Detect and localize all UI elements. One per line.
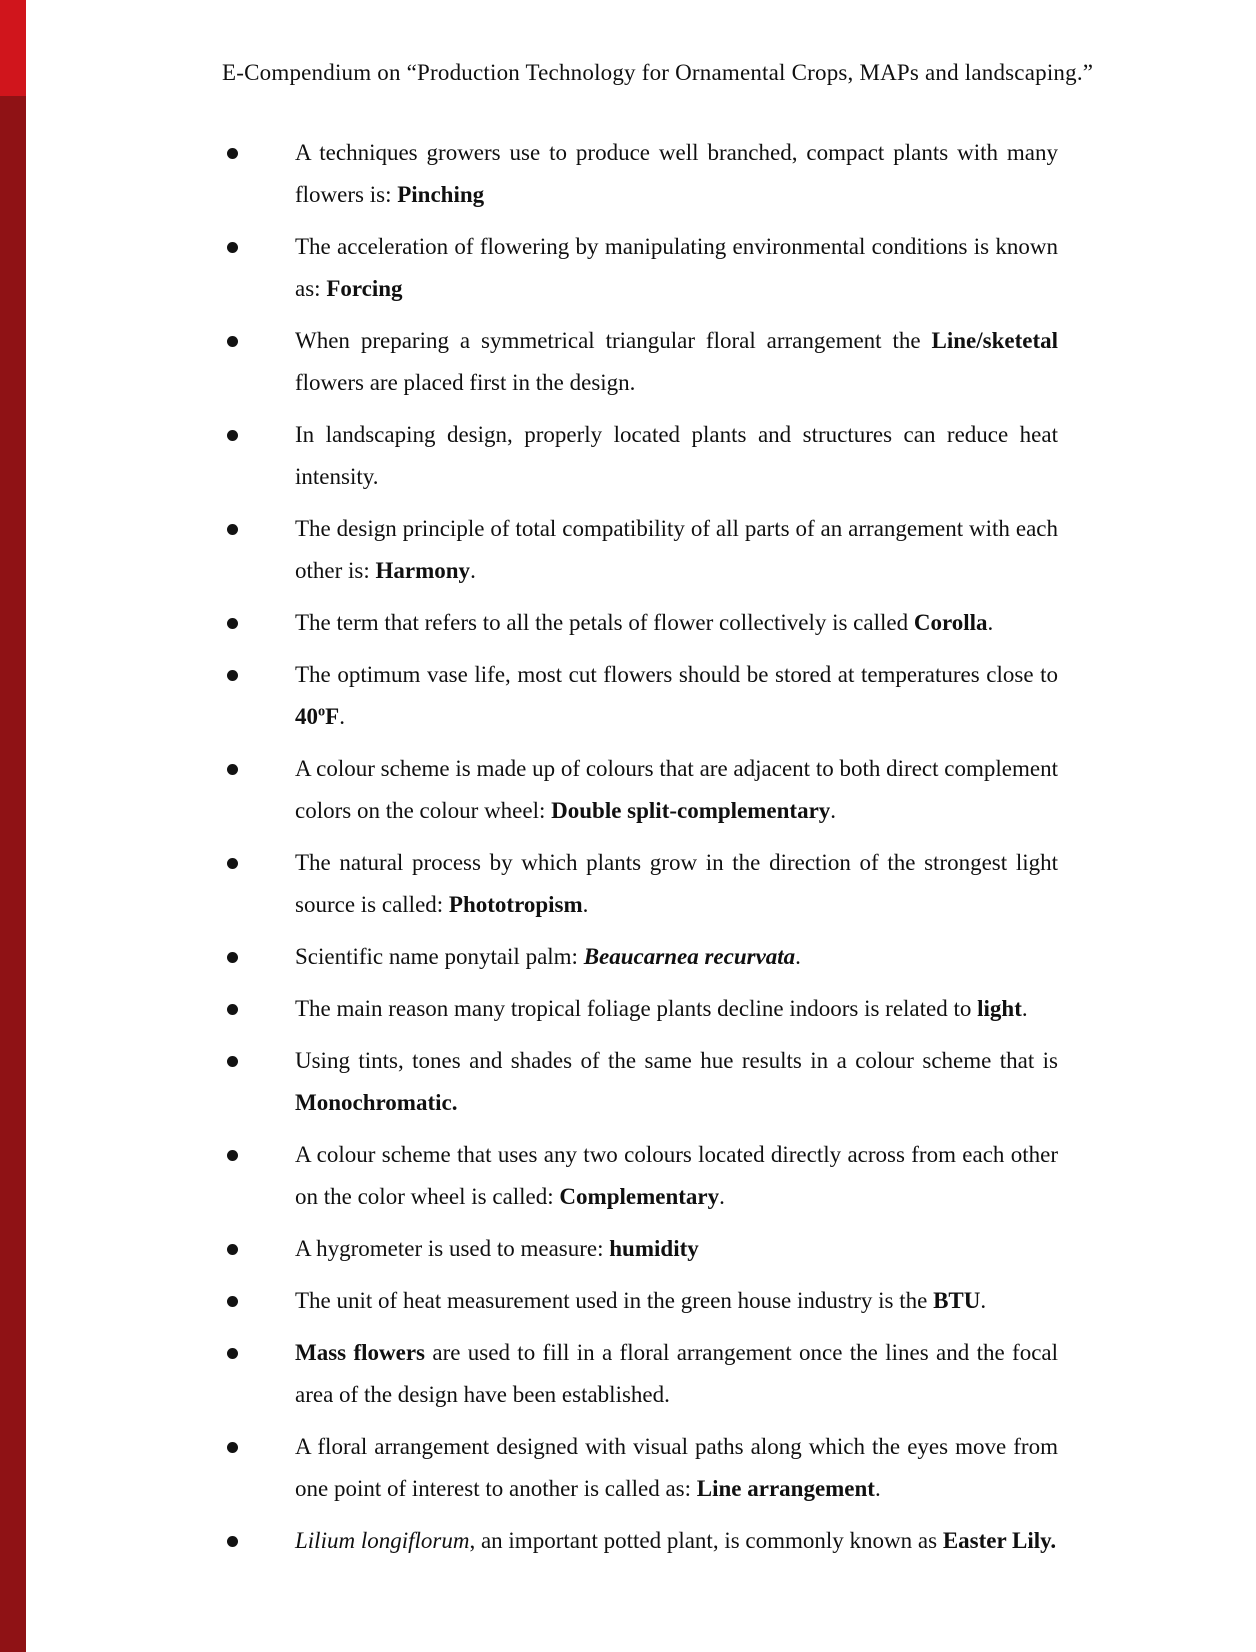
list-item xyxy=(295,1280,1058,1322)
item-text: Mass flowers are used to fill in a floral arrangement once the lines and the focal area of the design have been established. xyxy=(295,1340,1058,1407)
item-text: The main reason many tropical foliage plants decline indoors is related to light. xyxy=(295,996,1028,1021)
bullet-icon xyxy=(227,1056,238,1067)
item-text: In landscaping design, properly located plants and structures can reduce heat intensity. xyxy=(295,422,1058,489)
left-edge-red-strip xyxy=(0,0,26,1652)
list-item xyxy=(295,1426,1058,1510)
item-text: Scientific name ponytail palm: Beaucarnea recurvata. xyxy=(295,944,801,969)
item-text: A colour scheme is made up of colours that are adjacent to both direct complement colors on the colour wheel: Double split-complementary. xyxy=(295,756,1058,823)
bullet-icon xyxy=(227,1004,238,1015)
bullet-icon xyxy=(227,1442,238,1453)
list-item xyxy=(295,936,1058,978)
bullet-icon xyxy=(227,1150,238,1161)
bullet-icon xyxy=(227,242,238,253)
bullet-icon xyxy=(227,1244,238,1255)
item-text: The acceleration of flowering by manipulating environmental conditions is known as: Forcing xyxy=(295,234,1058,301)
item-text: The unit of heat measurement used in the green house industry is the BTU. xyxy=(295,1288,987,1313)
item-text: A colour scheme that uses any two colours located directly across from each other on the color wheel is called: Complementary. xyxy=(295,1142,1058,1209)
list-item xyxy=(295,320,1058,404)
list-item xyxy=(295,508,1058,592)
item-text: When preparing a symmetrical triangular floral arrangement the Line/sketetal flowers are placed first in the design. xyxy=(295,328,1058,395)
list-item xyxy=(295,414,1058,498)
list-item xyxy=(295,1040,1058,1124)
item-text: The term that refers to all the petals of flower collectively is called Corolla. xyxy=(295,610,994,635)
list-item xyxy=(295,842,1058,926)
bullet-icon xyxy=(227,618,238,629)
item-text: Using tints, tones and shades of the same hue results in a colour scheme that is Monochromatic. xyxy=(295,1048,1058,1115)
bullet-icon xyxy=(227,148,238,159)
item-text: The optimum vase life, most cut flowers should be stored at temperatures close to 40$^o$F. xyxy=(295,662,1058,729)
list-item xyxy=(295,1520,1058,1562)
page-header-title: E-Compendium on “Production Technology for Ornamental Crops, MAPs and landscaping.” xyxy=(222,60,1094,85)
item-text: A hygrometer is used to measure: humidity xyxy=(295,1236,699,1261)
list-item xyxy=(295,1332,1058,1416)
bullet-icon xyxy=(227,670,238,681)
list-item xyxy=(295,1134,1058,1218)
item-text: Lilium longiflorum, an important potted plant, is commonly known as Easter Lily. xyxy=(295,1528,1057,1553)
bullet-icon xyxy=(227,952,238,963)
bullet-icon xyxy=(227,430,238,441)
bullet-icon xyxy=(227,1296,238,1307)
list-item xyxy=(295,226,1058,310)
list-item xyxy=(295,1228,1058,1270)
bullet-icon xyxy=(227,524,238,535)
bullet-icon xyxy=(227,336,238,347)
item-text: A floral arrangement designed with visual paths along which the eyes move from one point of interest to another is called as: Line arrangement. xyxy=(295,1434,1058,1501)
list-item xyxy=(295,988,1058,1030)
question-list xyxy=(295,132,1058,1572)
item-text: The natural process by which plants grow in the direction of the strongest light source is called: Phototropism. xyxy=(295,850,1058,917)
list-item xyxy=(295,654,1058,738)
item-text: The design principle of total compatibility of all parts of an arrangement with each other is: Harmony. xyxy=(295,516,1058,583)
bullet-icon xyxy=(227,764,238,775)
list-item xyxy=(295,602,1058,644)
bullet-icon xyxy=(227,1348,238,1359)
list-item xyxy=(295,132,1058,216)
bullet-icon xyxy=(227,858,238,869)
left-edge-red-strip-top xyxy=(0,0,26,96)
list-item xyxy=(295,748,1058,832)
bullet-icon xyxy=(227,1536,238,1547)
item-text: A techniques growers use to produce well branched, compact plants with many flowers is: Pinching xyxy=(295,140,1058,207)
